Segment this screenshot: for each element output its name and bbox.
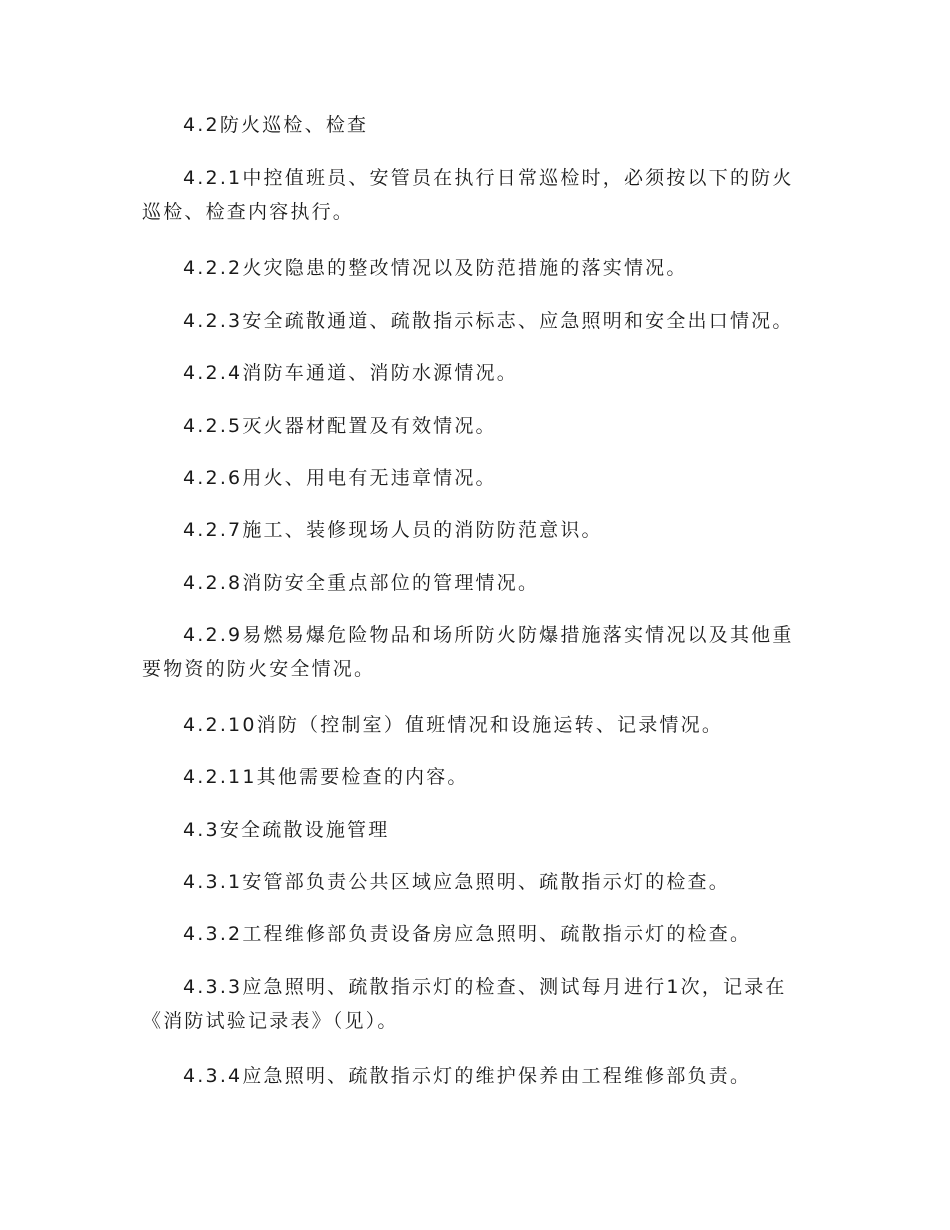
paragraph-4-3-1: 4.3.1安管部负责公共区域应急照明、疏散指示灯的检查。 — [183, 871, 730, 893]
paragraph-4-2-9: 4.2.9易燃易爆危险物品和场所防火防爆措施落实情况以及其他重要物资的防火安全情况。 — [142, 624, 794, 680]
paragraph-4-2-11: 4.2.11其他需要检查的内容。 — [183, 766, 469, 788]
paragraph-4-2-10: 4.2.10消防（控制室）值班情况和设施运转、记录情况。 — [183, 714, 724, 736]
paragraph-4-2-1: 4.2.1中控值班员、安管员在执行日常巡检时，必须按以下的防火巡检、检查内容执行。 — [142, 167, 794, 223]
paragraph-4-2-4: 4.2.4消防车通道、消防水源情况。 — [183, 362, 518, 384]
paragraph-4-2-6: 4.2.6用火、用电有无违章情况。 — [183, 467, 497, 489]
paragraph-4-2-7: 4.2.7施工、装修现场人员的消防防范意识。 — [183, 519, 603, 541]
paragraph-4-3-3: 4.3.3应急照明、疏散指示灯的检查、测试每月进行1次，记录在《消防试验记录表》（见）。 — [142, 976, 787, 1032]
section-heading-4-3: 4.3安全疏散设施管理 — [183, 819, 390, 841]
paragraph-4-3-4: 4.3.4应急照明、疏散指示灯的维护保养由工程维修部负责。 — [183, 1065, 752, 1087]
section-heading-4-2: 4.2防火巡检、检查 — [183, 114, 369, 136]
paragraph-4-2-8: 4.2.8消防安全重点部位的管理情况。 — [183, 572, 540, 594]
paragraph-4-2-2: 4.2.2火灾隐患的整改情况以及防范措施的落实情况。 — [183, 257, 688, 279]
paragraph-4-2-5: 4.2.5灭火器材配置及有效情况。 — [183, 415, 497, 437]
paragraph-4-3-2: 4.3.2工程维修部负责设备房应急照明、疏散指示灯的检查。 — [183, 923, 752, 945]
paragraph-4-2-3: 4.2.3安全疏散通道、疏散指示标志、应急照明和安全出口情况。 — [183, 310, 794, 332]
